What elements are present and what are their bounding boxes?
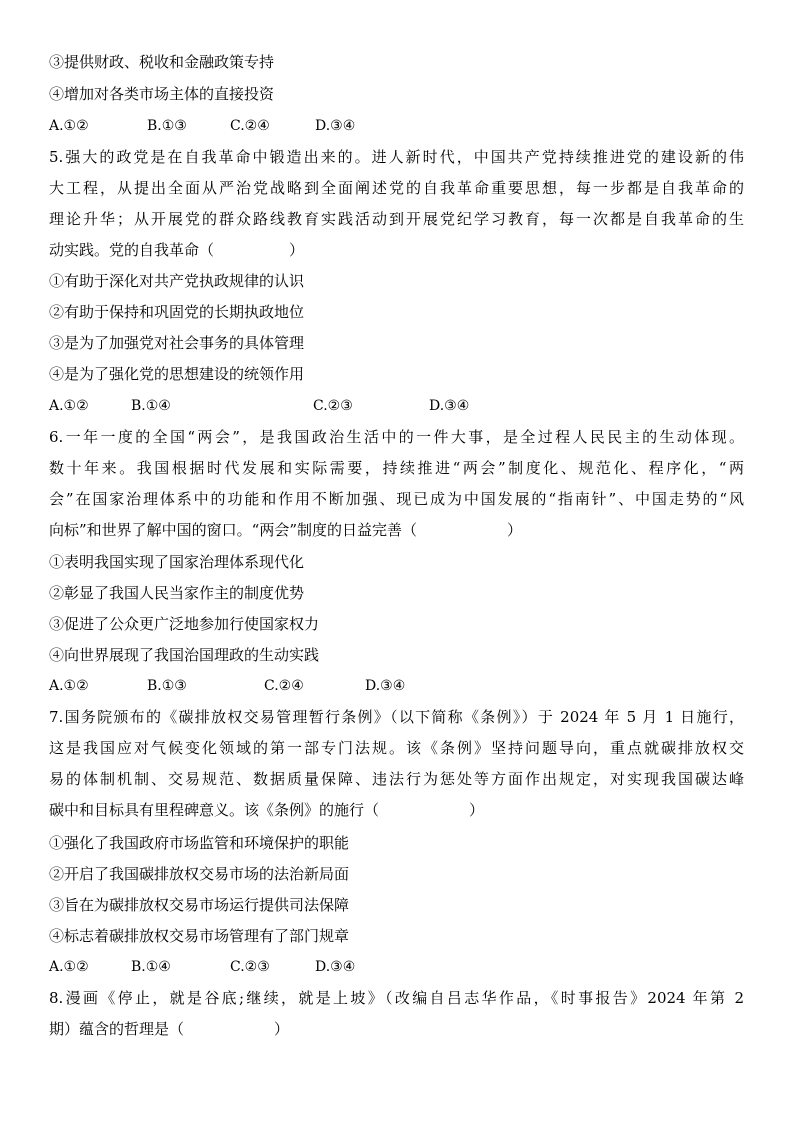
q7-item-2: ②开启了我国碳排放权交易市场的法治新局面 (49, 865, 350, 883)
q8-stem-line-2: 期）蕴含的哲理是（ ） (49, 1020, 290, 1038)
q7-option-d: D.③④ (315, 959, 356, 975)
q6-stem-line-4: 向标”和世界了解中国的窗口。“两会”制度的日益完善（ ） (49, 521, 523, 539)
q5-stem-line-4: 动实践。党的自我革命（ ） (49, 241, 305, 259)
q6-option-c: C.②④ (264, 678, 304, 694)
q7-stem-line-1: 7.国务院颁布的《碳排放权交易管理暂行条例》（以下简称《条例》）于 2024 年 5 月 1 日施行， (49, 708, 744, 726)
q5-option-d: D.③④ (429, 398, 470, 414)
q7-stem-line-4: 碳中和目标具有里程碑意义。该《条例》的施行（ ） (49, 801, 485, 819)
q6-option-b: B.①③ (147, 678, 187, 694)
q6-stem-line-1: 6.一年一度的全国“两会”，是我国政治生活中的一件大事，是全过程人民民主的生动体现。 (49, 428, 744, 446)
q5-option-c: C.②③ (313, 398, 353, 414)
q6-item-3: ③促进了公众更广泛地参加行使国家权力 (49, 615, 320, 633)
q4-option-d: D.③④ (315, 118, 356, 134)
q6-stem-line-3: 会”在国家治理体系中的功能和作用不断加强、现已成为中国发展的“指南针”、中国走势的“风 (49, 490, 744, 508)
q7-item-3: ③旨在为碳排放权交易市场运行提供司法保障 (49, 896, 350, 914)
q6-option-d: D.③④ (365, 678, 406, 694)
q5-stem-line-2: 大工程，从提出全面从严治党战略到全面阐述党的自我革命重要思想，每一步都是自我革命的 (49, 179, 744, 197)
q7-item-1: ①强化了我国政府市场监管和环境保护的职能 (49, 834, 350, 852)
q4-option-b: B.①③ (147, 118, 187, 134)
q6-item-1: ①表明我国实现了国家治理体系现代化 (49, 553, 305, 571)
q5-stem-line-3: 理论升华；从开展党的群众路线教育实践活动到开展党纪学习教育，每一次都是自我革命的生 (49, 210, 744, 228)
q6-option-a: A.①② (49, 678, 89, 694)
q5-item-3: ③是为了加强党对社会事务的具体管理 (49, 334, 305, 352)
q5-item-2: ②有助于保持和巩固党的长期执政地位 (49, 303, 305, 321)
q4-item-3: ③提供财政、税收和金融政策专持 (49, 53, 275, 71)
q7-option-c: C.②③ (230, 959, 270, 975)
q7-option-a: A.①② (49, 959, 89, 975)
q6-stem-line-2: 数十年来。我国根据时代发展和实际需要，持续推进“两会”制度化、规范化、程序化，“两 (49, 459, 744, 477)
q4-option-c: C.②④ (230, 118, 270, 134)
q8-stem-line-1: 8.漫画《停止，就是谷底;继续，就是上坡》（改编自吕志华作品，《时事报告》2024 年第 2 (49, 989, 744, 1007)
q5-item-4: ④是为了强化党的思想建设的统领作用 (49, 365, 305, 383)
q5-option-b: B.①④ (131, 398, 171, 414)
q5-item-1: ①有助于深化对共产党执政规律的认识 (49, 272, 305, 290)
q5-stem-line-1: 5.强大的政党是在自我革命中锻造出来的。进人新时代，中国共产党持续推进党的建设新的伟 (49, 148, 744, 166)
q5-option-a: A.①② (49, 398, 89, 414)
q7-item-4: ④标志着碳排放权交易市场管理有了部门规章 (49, 927, 350, 945)
q7-stem-line-3: 易的体制机制、交易规范、数据质量保障、违法行为惩处等方面作出规定，对实现我国碳达峰 (49, 770, 744, 788)
q6-item-4: ④向世界展现了我国治国理政的生动实践 (49, 646, 320, 664)
q6-item-2: ②彰显了我国人民当家作主的制度优势 (49, 584, 305, 602)
q4-option-a: A.①② (49, 118, 89, 134)
q7-option-b: B.①④ (131, 959, 171, 975)
q4-item-4: ④增加对各类市场主体的直接投资 (49, 85, 275, 103)
q7-stem-line-2: 这是我国应对气候变化领域的第一部专门法规。该《条例》坚持问题导向，重点就碳排放权交 (49, 739, 744, 757)
